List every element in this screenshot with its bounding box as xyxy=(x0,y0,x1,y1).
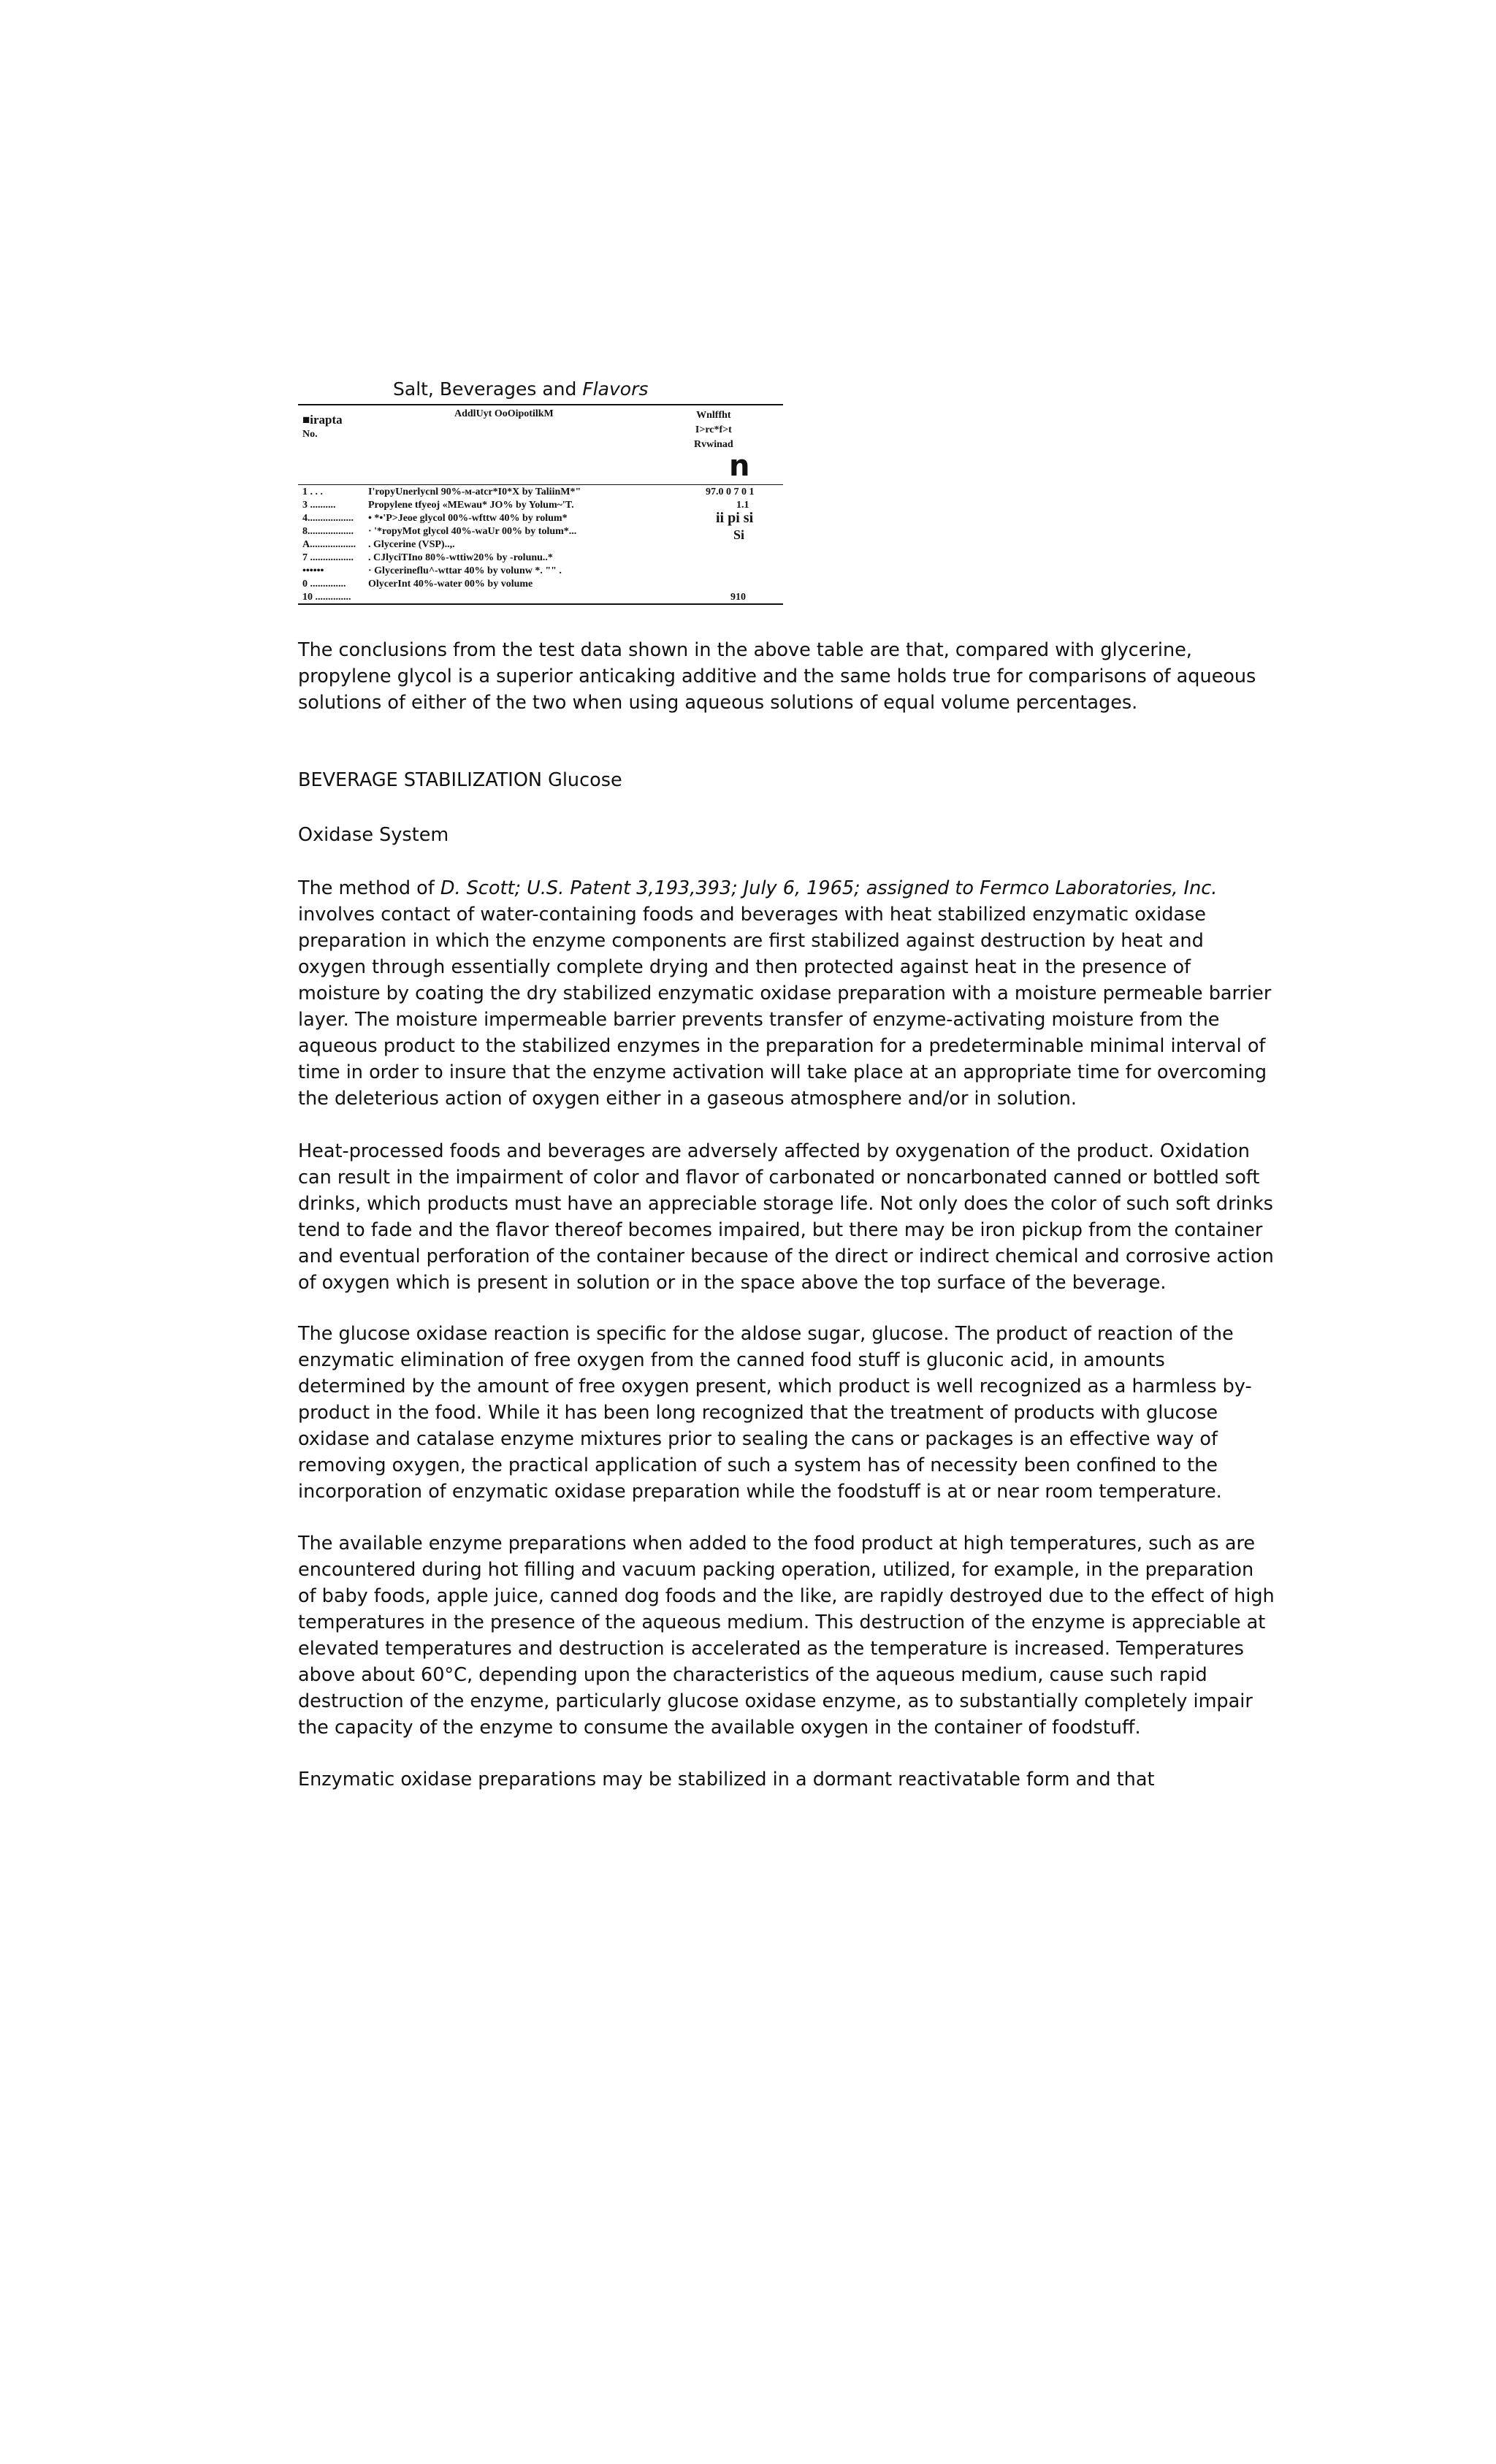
paragraph-method-start: The method of xyxy=(298,877,440,899)
table-row xyxy=(298,526,783,542)
col-header-result-line: I>rc*f>t xyxy=(695,424,732,435)
col-header-result xyxy=(694,408,733,452)
table-row xyxy=(298,510,783,526)
row-additive: · Glycerineflu^-wttar 40% by volunw *. "" . xyxy=(368,565,562,576)
table-row xyxy=(298,500,783,513)
table-row xyxy=(298,592,783,605)
table-row xyxy=(298,487,783,500)
row-additive: • *•'P>Jeoe glycol 00%-wfttw 40% by rolum* xyxy=(368,513,568,524)
row-additive: . Glycerine (VSP)..,. xyxy=(368,539,455,550)
row-number: 1 . . . xyxy=(302,487,323,497)
paragraph-glucose-oxidase: The glucose oxidase reaction is specific for the aldose sugar, glucose. The product of reaction of the enzymatic elimination of free oxygen from the canned food stuff is gluconic acid, in amounts determined by the amount of free oxygen present, which product is well recognized as a harmless by-product in the food. While it has been long recognized that the treatment of products with glucose oxidase and catalase enzyme mixtures prior to sealing the cans or packages is an effective way of removing oxygen, the practical application of such a system has of necessity been confined to the incorporation of enzymatic oxidase preparation while the foodstuff is at or near room temperature. xyxy=(298,1323,1252,1503)
running-head xyxy=(393,378,648,400)
paragraph-enzyme-preparations: The available enzyme preparations when added to the food product at high temperatures, such as are encountered during hot filling and vacuum packing operation, utilized, for example, in the preparation of baby foods, apple juice, canned dog foods and the like, are rapidly destroyed due to the effect of high temperatures in the presence of the aqueous medium. This destruction of the enzyme is appreciable at elevated temperatures and destruction is accelerated as the temperature is increased. Temperatures above about 60°C, depending upon the characteristics of the aqueous medium, cause such rapid destruction of the enzyme, particularly glucose oxidase enzyme, as to substantially completely impair the capacity of the enzyme to consume the available oxygen in the container of foodstuff. xyxy=(298,1533,1275,1739)
row-result: 97.0 0 7 0 1 xyxy=(706,487,755,497)
row-result: 1.1 xyxy=(736,500,749,511)
row-result: Si xyxy=(733,527,745,542)
row-result: 910 xyxy=(730,592,746,603)
row-number: 4.................. xyxy=(302,513,354,524)
row-number: 3 .......... xyxy=(302,500,336,511)
paragraph-method-rest: involves contact of water-containing foods and beverages with heat stabilized enzymatic oxidase preparation in which the enzyme components are first stabilized against destruction by heat and oxygen through essentially complete drying and then protected against heat in the presence of moisture by coating the dry stabilized enzymatic oxidase preparation with a moisture permeable barrier layer. The moisture impermeable barrier prevents transfer of enzyme-activating moisture from the aqueous product to the stabilized enzymes in the preparation for a predeterminable minimal interval of time in order to insure that the enzyme activation will take place at an appropriate time for overcoming the deleterious action of oxygen either in a gaseous atmosphere and/or in solution. xyxy=(298,904,1272,1110)
row-additive: · '*ropyMot glycol 40%-waUr 00% by tolum*... xyxy=(368,526,577,537)
running-head-text: Salt, Beverages and xyxy=(393,378,583,400)
col-header-additive: AddlUyt OoOipotilkM xyxy=(454,408,554,419)
data-table xyxy=(298,404,783,605)
col-header-sample-sub: No. xyxy=(302,429,318,440)
row-number: 8.................. xyxy=(302,526,354,537)
col-header-result-big: n xyxy=(729,449,750,483)
table-row xyxy=(298,539,783,552)
paragraph-method xyxy=(298,875,1277,1112)
table-row xyxy=(298,579,783,592)
paragraph-heat-processed: Heat-processed foods and beverages are adversely affected by oxygenation of the product. Oxidation can result in the impairment of color and flavor of carbonated or noncarbonated canned or bottled soft drinks, which products must have an appreciable storage life. Not only does the color of such soft drinks tend to fade and the flavor thereof becomes impaired, but there may be iron pickup from the container and eventual perforation of the container because of the direct or indirect chemical and corrosive action of oxygen which is present in solution or in the space above the top surface of the beverage. xyxy=(298,1140,1274,1294)
col-header-result-line: Wnlffht xyxy=(696,410,731,421)
row-additive: I'ropyUnerlycnl 90%-м-atcr*I0*X by TaliinM*" xyxy=(368,487,581,497)
row-additive: . CJlyciTIno 80%-wttiw20% by -rolunu..* xyxy=(368,552,553,563)
paragraph-conclusions: The conclusions from the test data shown in the above table are that, compared with glycerine, propylene glycol is a superior anticaking additive and the same holds true for comparisons of aqueous solutions of either of the two when using aqueous solutions of equal volume percentages. xyxy=(298,639,1256,714)
table-row xyxy=(298,565,783,579)
table-body xyxy=(298,485,783,603)
table-row xyxy=(298,552,783,565)
row-number: •••••• xyxy=(302,565,324,576)
col-header-sample: ■irapta xyxy=(302,413,343,427)
section-heading: BEVERAGE STABILIZATION Glucose xyxy=(298,769,622,791)
section-subheading: Oxidase System xyxy=(298,824,449,846)
row-additive: Propylene tfyeoj «MEwau* JO% by Yolum~'T. xyxy=(368,500,574,511)
col-header-result-line: Rvwinad xyxy=(694,439,733,450)
row-number: 10 .............. xyxy=(302,592,351,603)
paragraph-stabilized: Enzymatic oxidase preparations may be stabilized in a dormant reactivatable form and that xyxy=(298,1769,1155,1790)
row-number: 7 ................. xyxy=(302,552,354,563)
patent-citation: D. Scott; U.S. Patent 3,193,393; July 6, 1965; assigned to Fermco Laboratories, Inc. xyxy=(440,877,1218,899)
row-result: ii pi si xyxy=(716,510,754,526)
table-header xyxy=(298,405,783,484)
row-number: A.................. xyxy=(302,539,356,550)
running-head-italic: Flavors xyxy=(582,378,649,400)
row-additive: OlycerInt 40%-water 00% by volume xyxy=(368,579,533,590)
row-number: 0 .............. xyxy=(302,579,346,590)
